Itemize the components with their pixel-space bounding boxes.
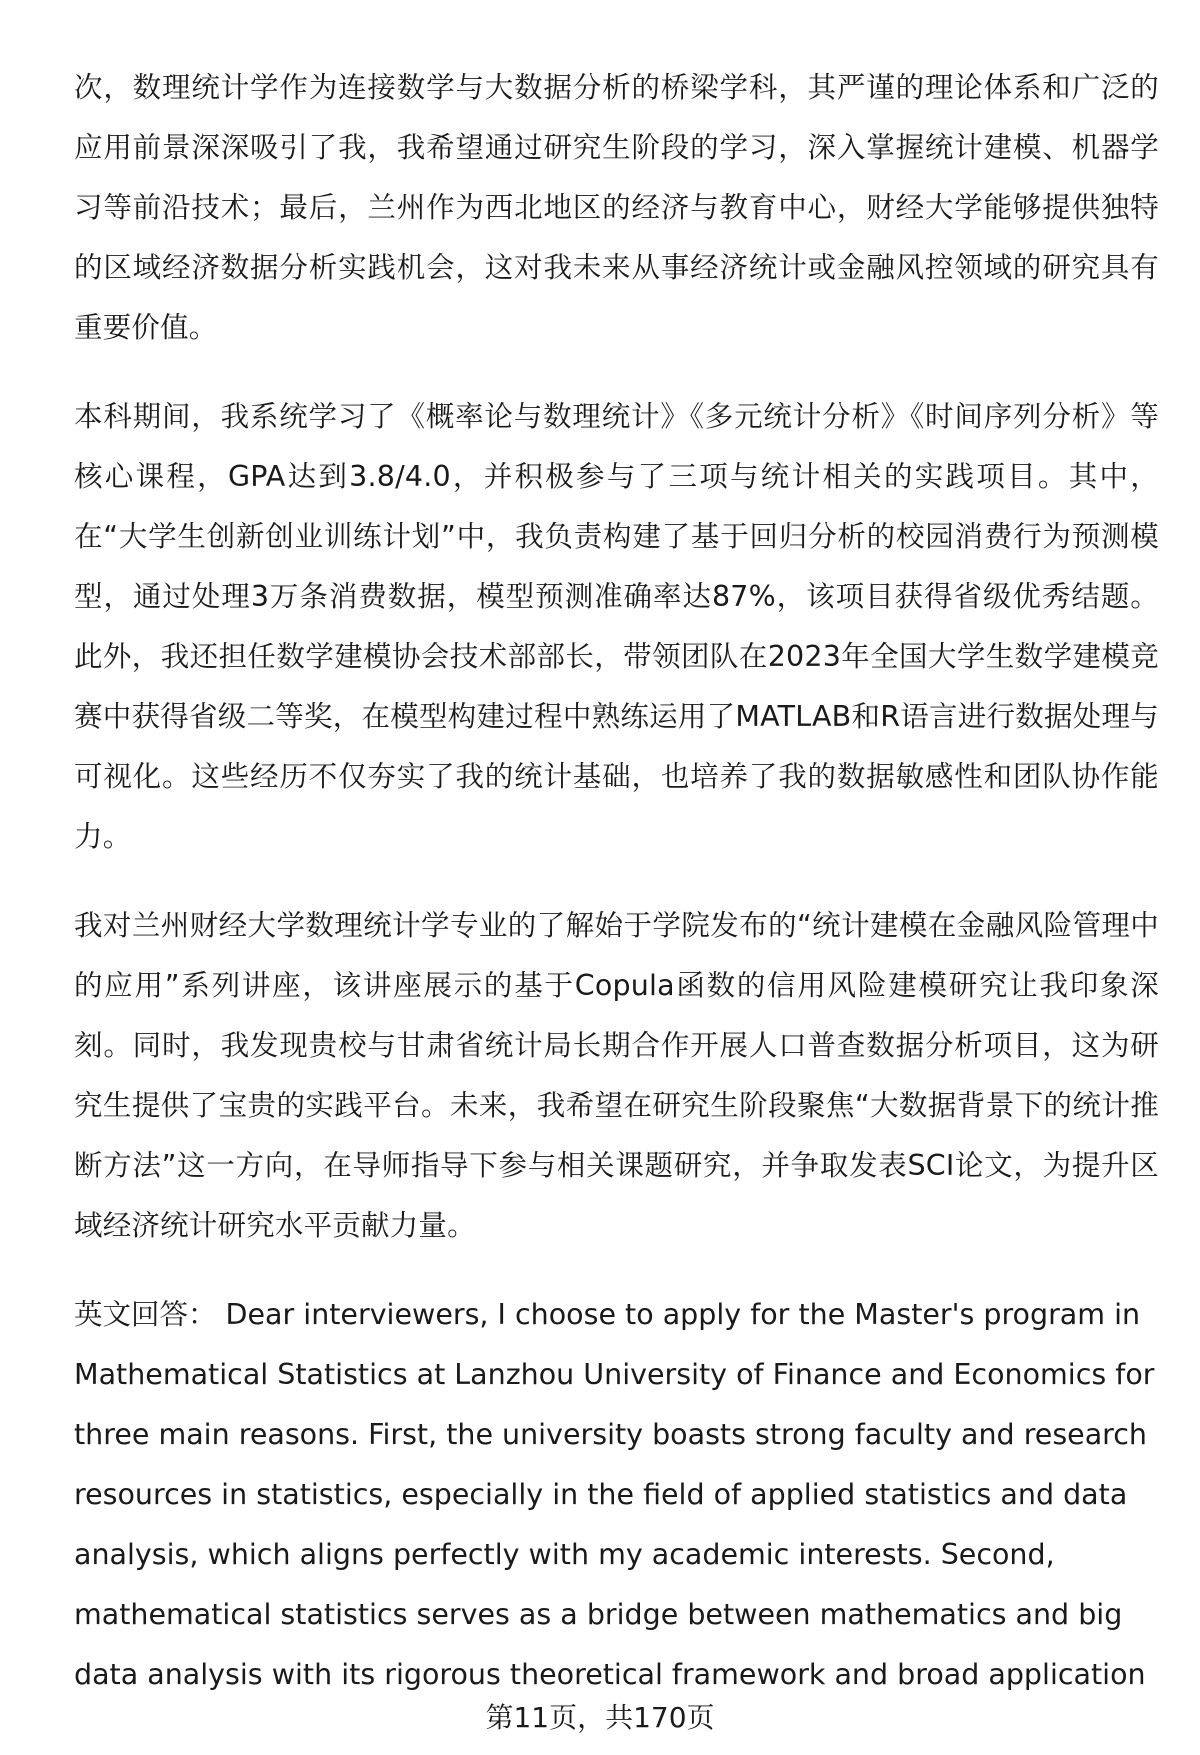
paragraph-undergraduate-experience: 本科期间，我系统学习了《概率论与数理统计》《多元统计分析》《时间序列分析》等核心课程，GPA达到3.8/4.0，并积极参与了三项与统计相关的实践项目。其中，在“大学生创新创业训练计划”中，我负责构建了基于回归分析的校园消费行为预测模型，通过处理3万条消费数据，模型预测准确率达87%，该项目获得省级优秀结题。此外，我还担任数学建模协会技术部部长，带领团队在2023年全国大学生数学建模竞赛中获得省级二等奖，在模型构建过程中熟练运用了MATLAB和R语言进行数据处理与可视化。这些经历不仅夯实了我的统计基础，也培养了我的数据敏感性和团队协作能力。 <box>74 400 1159 853</box>
document-body <box>74 58 1159 1734</box>
paragraph-motivation-continued: 次，数理统计学作为连接数学与大数据分析的桥梁学科，其严谨的理论体系和广泛的应用前景深深吸引了我，我希望通过研究生阶段的学习，深入掌握统计建模、机器学习等前沿技术；最后，兰州作为西北地区的经济与教育中心，财经大学能够提供独特的区域经济数据分析实践机会，这对我未来从事经济统计或金融风控领域的研究具有重要价值。 <box>74 71 1159 344</box>
paragraph-english-answer: 英文回答： Dear interviewers, I choose to apply for the Master's program in Mathematical Statistics at Lanzhou University of Finance and Economics for three main reasons. First, the university boasts strong faculty and research resources in statistics, especially in the field of applied statistics and data analysis, which aligns perfectly with my academic interests. Second, mathematical statistics serves as a bridge between mathematics and big data analysis with its rigorous theoretical framework and broad application <box>74 1298 1155 1691</box>
page-number-footer: 第11页，共170页 <box>485 1701 715 1734</box>
paragraph-program-understanding: 我对兰州财经大学数理统计学专业的了解始于学院发布的“统计建模在金融风险管理中的应用”系列讲座，该讲座展示的基于Copula函数的信用风险建模研究让我印象深刻。同时，我发现贵校与甘肃省统计局长期合作开展人口普查数据分析项目，这为研究生提供了宝贵的实践平台。未来，我希望在研究生阶段聚焦“大数据背景下的统计推断方法”这一方向，在导师指导下参与相关课题研究，并争取发表SCI论文，为提升区域经济统计研究水平贡献力量。 <box>74 909 1159 1242</box>
